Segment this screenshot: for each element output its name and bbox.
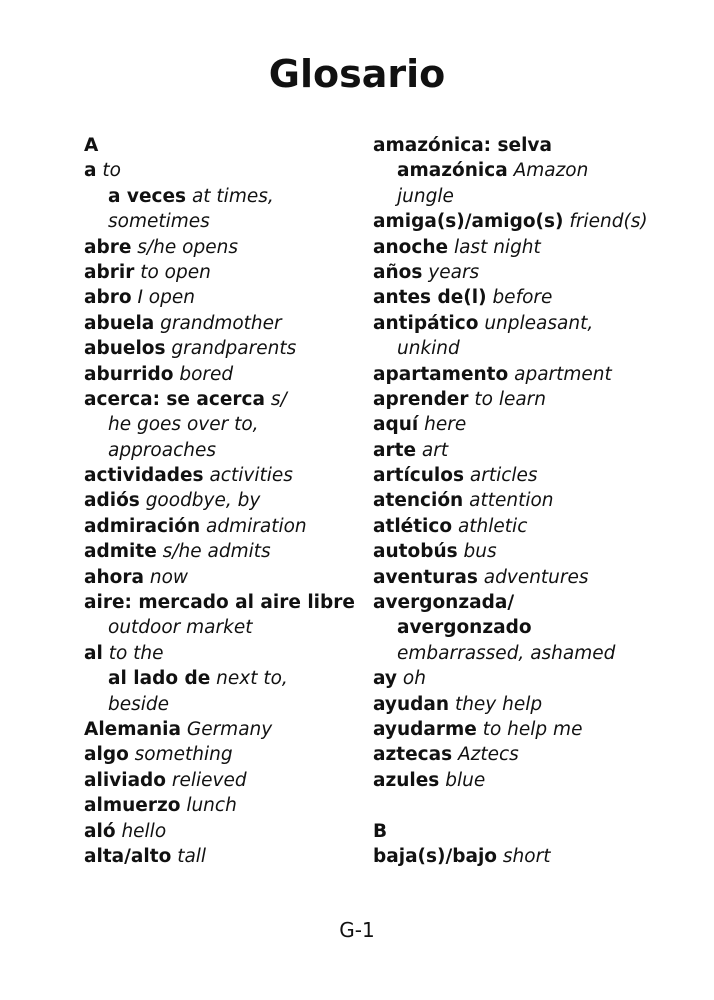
glossary-entry xyxy=(84,235,359,260)
glossary-entry xyxy=(373,539,673,564)
entry-definition: bored xyxy=(179,363,234,385)
entry-term: arte xyxy=(373,439,416,461)
entry-term: autobús xyxy=(373,541,458,563)
entry-definition: bus xyxy=(463,541,497,563)
glossary-entry xyxy=(373,362,673,387)
glossary-entry xyxy=(373,438,673,463)
glossary-entry xyxy=(84,387,359,412)
entry-definition: attention xyxy=(469,490,554,512)
glossary-entry xyxy=(373,260,673,285)
glossary-entry xyxy=(373,666,673,691)
entry-definition: unkind xyxy=(397,338,460,360)
glossary-entry xyxy=(373,692,673,717)
entry-definition: I open xyxy=(137,287,195,309)
entry-term: aire: mercado al aire libre xyxy=(84,592,355,614)
glossary-entry xyxy=(373,768,673,793)
glossary-entry xyxy=(84,819,359,844)
entry-definition: athletic xyxy=(457,515,528,537)
entry-term: años xyxy=(373,261,423,283)
glossary-entry xyxy=(84,362,359,387)
entry-definition: sometimes xyxy=(108,211,210,233)
glossary-entry xyxy=(373,717,673,742)
glossary-entry xyxy=(84,539,359,564)
entry-definition: outdoor market xyxy=(108,617,253,639)
entry-term: ayudan xyxy=(373,693,450,715)
glossary-entry xyxy=(84,565,359,590)
glossary-entry xyxy=(373,641,673,666)
entry-definition: now xyxy=(149,566,189,588)
glossary-entry xyxy=(84,768,359,793)
entry-term: admite xyxy=(84,541,157,563)
glossary-entry xyxy=(373,235,673,260)
page-title: Glosario xyxy=(268,52,446,96)
entry-term: azules xyxy=(373,769,440,791)
entry-definition: articles xyxy=(469,465,538,487)
entry-term: aló xyxy=(84,820,116,842)
glossary-entry xyxy=(84,260,359,285)
glossary-entry xyxy=(84,184,359,209)
entry-term: ay xyxy=(373,668,397,690)
entry-term: amazónica xyxy=(397,160,508,182)
glossary-entry xyxy=(373,514,673,539)
glossary-entry xyxy=(84,463,359,488)
entry-definition: at times, xyxy=(191,185,274,207)
section-letter xyxy=(84,133,359,158)
entry-term: abrir xyxy=(84,261,135,283)
entry-definition: admiration xyxy=(206,515,307,537)
entry-definition: grandmother xyxy=(160,312,282,334)
entry-term: aquí xyxy=(373,414,419,436)
glossary-entry xyxy=(84,590,359,615)
entry-term: aprender xyxy=(373,388,469,410)
glossary-column-left xyxy=(84,133,359,869)
glossary-entry xyxy=(373,133,673,158)
entry-definition: lunch xyxy=(186,795,237,817)
entry-term: amiga(s)/amigo(s) xyxy=(373,211,564,233)
glossary-entry xyxy=(84,285,359,310)
entry-term: a veces xyxy=(108,185,187,207)
entry-definition: oh xyxy=(402,668,426,690)
glossary-entry xyxy=(84,641,359,666)
glossary-entry xyxy=(84,488,359,513)
spacer xyxy=(373,793,673,818)
glossary-entry xyxy=(84,336,359,361)
entry-term: apartamento xyxy=(373,363,509,385)
entry-term: antes de(l) xyxy=(373,287,487,309)
entry-term: actividades xyxy=(84,465,204,487)
glossary-entry xyxy=(373,184,673,209)
entry-definition: to learn xyxy=(474,388,547,410)
entry-term: ahora xyxy=(84,566,144,588)
entry-term: admiración xyxy=(84,515,201,537)
entry-definition: to xyxy=(102,160,121,182)
entry-term: amazónica: selva xyxy=(373,135,552,156)
entry-term: artículos xyxy=(373,465,464,487)
glossary-entry xyxy=(84,438,359,463)
entry-term: antipático xyxy=(373,312,479,334)
glossary-entry xyxy=(373,336,673,361)
entry-term: algo xyxy=(84,744,129,766)
entry-definition: to open xyxy=(140,261,211,283)
glossary-entry xyxy=(373,844,673,869)
glossary-entry xyxy=(373,590,673,615)
glossary-entry xyxy=(373,565,673,590)
glossary-entry xyxy=(84,514,359,539)
entry-definition: next to, xyxy=(216,668,288,690)
glossary-entry xyxy=(373,488,673,513)
glossary-entry xyxy=(84,717,359,742)
glossary-entry xyxy=(373,742,673,767)
entry-definition: embarrassed, ashamed xyxy=(397,642,616,664)
section-letter-text: B xyxy=(373,820,388,842)
entry-definition: relieved xyxy=(171,769,247,791)
section-letter xyxy=(373,819,673,844)
entry-definition: they help xyxy=(454,693,543,715)
entry-term: al lado de xyxy=(108,668,211,690)
glossary-entry xyxy=(373,463,673,488)
glossary-entry xyxy=(373,311,673,336)
glossary-entry xyxy=(373,412,673,437)
entry-term: avergonzado xyxy=(397,617,532,639)
glossary-entry xyxy=(373,209,673,234)
entry-term: acerca: se acerca xyxy=(84,388,265,410)
entry-term: abre xyxy=(84,236,132,258)
entry-definition: before xyxy=(492,287,553,309)
entry-definition: hello xyxy=(121,820,167,842)
glossary-column-right xyxy=(373,133,673,869)
entry-term: avergonzada/ xyxy=(373,592,515,614)
entry-definition: jungle xyxy=(397,185,454,207)
page-number: G-1 xyxy=(339,918,375,942)
entry-definition: tall xyxy=(177,845,207,867)
entry-definition: approaches xyxy=(108,439,217,461)
glossary-entry xyxy=(84,412,359,437)
entry-term: atlético xyxy=(373,515,453,537)
entry-term: aztecas xyxy=(373,744,453,766)
entry-definition: unpleasant, xyxy=(484,312,594,334)
entry-definition: short xyxy=(502,845,551,867)
entry-term: aburrido xyxy=(84,363,174,385)
entry-term: abuela xyxy=(84,312,155,334)
entry-term: adiós xyxy=(84,490,140,512)
entry-definition: to the xyxy=(108,642,164,664)
entry-term: ayudarme xyxy=(373,718,477,740)
glossary-entry xyxy=(373,615,673,640)
entry-definition: Aztecs xyxy=(458,744,519,766)
entry-definition: years xyxy=(428,261,480,283)
entry-term: al xyxy=(84,642,103,664)
entry-term: a xyxy=(84,160,97,182)
entry-definition: blue xyxy=(445,769,486,791)
entry-term: alta/alto xyxy=(84,845,172,867)
entry-term: baja(s)/bajo xyxy=(373,845,498,867)
entry-term: abro xyxy=(84,287,132,309)
entry-term: Alemania xyxy=(84,718,181,740)
entry-definition: Germany xyxy=(186,718,273,740)
entry-term: anoche xyxy=(373,236,449,258)
glossary-entry xyxy=(373,387,673,412)
glossary-entry xyxy=(373,285,673,310)
glossary-entry xyxy=(84,209,359,234)
section-letter-text: A xyxy=(84,135,99,156)
entry-definition: beside xyxy=(108,693,170,715)
entry-definition: apartment xyxy=(514,363,612,385)
entry-term: atención xyxy=(373,490,464,512)
glossary-entry xyxy=(84,793,359,818)
entry-definition: s/he admits xyxy=(162,541,271,563)
entry-term: almuerzo xyxy=(84,795,181,817)
entry-definition: grandparents xyxy=(171,338,297,360)
entry-term: aventuras xyxy=(373,566,478,588)
entry-definition: here xyxy=(424,414,467,436)
entry-definition: activities xyxy=(209,465,293,487)
glossary-entry xyxy=(84,615,359,640)
glossary-entry xyxy=(84,844,359,869)
glossary-entry xyxy=(373,158,673,183)
glossary-entry xyxy=(84,158,359,183)
entry-definition: goodbye, by xyxy=(145,490,261,512)
entry-definition: something xyxy=(134,744,233,766)
entry-definition: Amazon xyxy=(513,160,589,182)
entry-definition: s/ xyxy=(270,388,287,410)
entry-definition: friend(s) xyxy=(569,211,648,233)
entry-term: abuelos xyxy=(84,338,166,360)
entry-definition: adventures xyxy=(483,566,589,588)
glossary-entry xyxy=(84,311,359,336)
entry-definition: last night xyxy=(453,236,541,258)
entry-definition: s/he opens xyxy=(137,236,238,258)
entry-term: aliviado xyxy=(84,769,167,791)
entry-definition: to help me xyxy=(482,718,583,740)
glossary-entry xyxy=(84,666,359,691)
glossary-entry xyxy=(84,692,359,717)
glossary-entry xyxy=(84,742,359,767)
entry-definition: art xyxy=(421,439,449,461)
entry-definition: he goes over to, xyxy=(108,414,259,436)
